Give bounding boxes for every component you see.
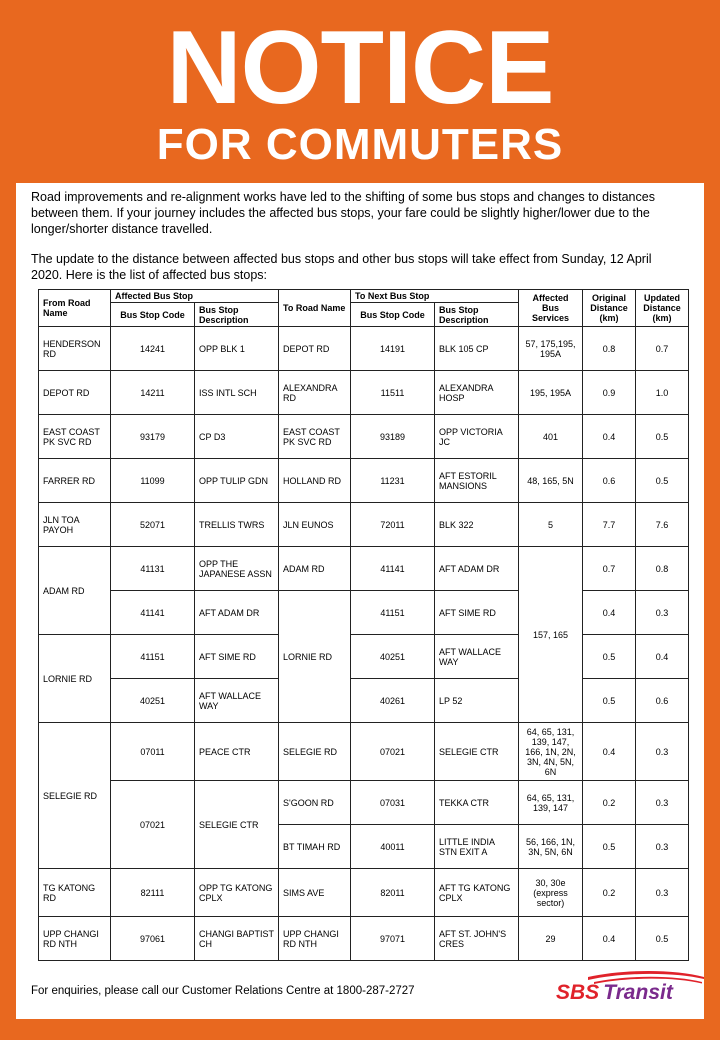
table-row [39, 371, 689, 415]
cell-from-road: LORNIE RD [39, 635, 111, 723]
cell-updated-distance: 0.6 [636, 679, 689, 723]
cell-bus-stop-code: 41141 [111, 591, 195, 635]
cell-original-distance: 0.8 [583, 327, 636, 371]
cell-to-road: SIMS AVE [279, 869, 351, 917]
cell-affected-services: 30, 30e (express sector) [519, 869, 583, 917]
header-original-distance: Original Distance (km) [583, 290, 636, 327]
cell-bus-stop-code: 41151 [111, 635, 195, 679]
cell-affected-services: 57, 175,195, 195A [519, 327, 583, 371]
intro-text [31, 189, 681, 297]
cell-original-distance: 0.6 [583, 459, 636, 503]
header-next-bus-stop-description: Bus Stop Description [435, 303, 519, 327]
cell-to-road: ADAM RD [279, 547, 351, 591]
cell-next-bus-stop-code: 07021 [351, 723, 435, 781]
header-affected-services: Affected Bus Services [519, 290, 583, 327]
header-affected-bus-stop: Affected Bus Stop [111, 290, 279, 303]
cell-next-bus-stop-description: LITTLE INDIA STN EXIT A [435, 825, 519, 869]
cell-next-bus-stop-code: 11511 [351, 371, 435, 415]
cell-next-bus-stop-code: 11231 [351, 459, 435, 503]
cell-from-road: ADAM RD [39, 547, 111, 635]
cell-bus-stop-description: AFT WALLACE WAY [195, 679, 279, 723]
cell-affected-services: 29 [519, 917, 583, 961]
logo-text: SBS Transit [556, 981, 673, 1003]
cell-bus-stop-description: AFT SIME RD [195, 635, 279, 679]
enquiries-footer: For enquiries, please call our Customer Relations Centre at 1800-287-2727 [31, 985, 415, 997]
cell-affected-services: 56, 166, 1N, 3N, 5N, 6N [519, 825, 583, 869]
cell-to-road: HOLLAND RD [279, 459, 351, 503]
cell-original-distance: 0.4 [583, 723, 636, 781]
cell-updated-distance: 0.3 [636, 781, 689, 825]
cell-next-bus-stop-description: AFT ST. JOHN'S CRES [435, 917, 519, 961]
cell-updated-distance: 7.6 [636, 503, 689, 547]
cell-next-bus-stop-code: 40011 [351, 825, 435, 869]
cell-bus-stop-description: OPP TULIP GDN [195, 459, 279, 503]
cell-bus-stop-description: PEACE CTR [195, 723, 279, 781]
cell-bus-stop-description: ISS INTL SCH [195, 371, 279, 415]
intro-paragraph-2: The update to the distance between affected bus stops and other bus stops will take effect from Sunday, 12 April 2020. Here is the list of affected bus stops: [31, 252, 652, 282]
cell-original-distance: 0.4 [583, 917, 636, 961]
cell-next-bus-stop-description: ALEXANDRA HOSP [435, 371, 519, 415]
cell-updated-distance: 0.5 [636, 459, 689, 503]
header-from-road: From Road Name [39, 290, 111, 327]
cell-next-bus-stop-code: 93189 [351, 415, 435, 459]
cell-next-bus-stop-description: AFT ADAM DR [435, 547, 519, 591]
cell-updated-distance: 0.5 [636, 917, 689, 961]
table-row [39, 327, 689, 371]
header-to-next-bus-stop: To Next Bus Stop [351, 290, 519, 303]
cell-affected-services: 5 [519, 503, 583, 547]
cell-next-bus-stop-code: 41151 [351, 591, 435, 635]
cell-next-bus-stop-code: 40261 [351, 679, 435, 723]
header-bus-stop-description: Bus Stop Description [195, 303, 279, 327]
cell-next-bus-stop-description: AFT TG KATONG CPLX [435, 869, 519, 917]
cell-from-road: TG KATONG RD [39, 869, 111, 917]
cell-bus-stop-description: OPP BLK 1 [195, 327, 279, 371]
cell-bus-stop-code: 07011 [111, 723, 195, 781]
cell-next-bus-stop-description: OPP VICTORIA JC [435, 415, 519, 459]
cell-affected-services: 401 [519, 415, 583, 459]
cell-original-distance: 0.4 [583, 591, 636, 635]
cell-to-road: BT TIMAH RD [279, 825, 351, 869]
cell-affected-services: 157, 165 [519, 547, 583, 723]
cell-affected-services: 48, 165, 5N [519, 459, 583, 503]
table-row [39, 781, 689, 825]
cell-next-bus-stop-code: 41141 [351, 547, 435, 591]
cell-updated-distance: 0.3 [636, 869, 689, 917]
header-to-road: To Road Name [279, 290, 351, 327]
cell-next-bus-stop-description: AFT SIME RD [435, 591, 519, 635]
cell-next-bus-stop-description: LP 52 [435, 679, 519, 723]
cell-bus-stop-description: OPP TG KATONG CPLX [195, 869, 279, 917]
cell-original-distance: 0.5 [583, 679, 636, 723]
cell-next-bus-stop-description: BLK 322 [435, 503, 519, 547]
cell-next-bus-stop-description: BLK 105 CP [435, 327, 519, 371]
cell-to-road: JLN EUNOS [279, 503, 351, 547]
affected-bus-stops-table [38, 289, 689, 961]
cell-affected-services: 195, 195A [519, 371, 583, 415]
table-row [39, 723, 689, 781]
cell-affected-services: 64, 65, 131, 139, 147 [519, 781, 583, 825]
cell-to-road: UPP CHANGI RD NTH [279, 917, 351, 961]
cell-updated-distance: 0.3 [636, 825, 689, 869]
cell-to-road: DEPOT RD [279, 327, 351, 371]
cell-next-bus-stop-code: 82011 [351, 869, 435, 917]
table-row [39, 503, 689, 547]
cell-bus-stop-code: 52071 [111, 503, 195, 547]
cell-bus-stop-description: AFT ADAM DR [195, 591, 279, 635]
cell-from-road: HENDERSON RD [39, 327, 111, 371]
cell-next-bus-stop-code: 72011 [351, 503, 435, 547]
cell-next-bus-stop-code: 40251 [351, 635, 435, 679]
cell-to-road: S'GOON RD [279, 781, 351, 825]
cell-bus-stop-code: 14211 [111, 371, 195, 415]
table-row [39, 869, 689, 917]
cell-from-road: UPP CHANGI RD NTH [39, 917, 111, 961]
cell-bus-stop-description: OPP THE JAPANESE ASSN [195, 547, 279, 591]
cell-bus-stop-code: 93179 [111, 415, 195, 459]
intro-paragraph-1: Road improvements and re-alignment works have led to the shifting of some bus stops and changes to distances between them. If your journey includes the affected bus stops, your fare could be slightly higher/lower due to the longer/shorter distance travelled. [31, 190, 655, 236]
cell-updated-distance: 1.0 [636, 371, 689, 415]
cell-bus-stop-code: 11099 [111, 459, 195, 503]
table-row [39, 547, 689, 591]
table-row [39, 679, 689, 723]
cell-affected-services: 64, 65, 131, 139, 147, 166, 1N, 2N, 3N, 4N, 5N, 6N [519, 723, 583, 781]
table-row [39, 591, 689, 635]
cell-updated-distance: 0.3 [636, 723, 689, 781]
cell-original-distance: 0.2 [583, 869, 636, 917]
cell-bus-stop-code: 97061 [111, 917, 195, 961]
cell-next-bus-stop-description: SELEGIE CTR [435, 723, 519, 781]
table-row [39, 635, 689, 679]
cell-bus-stop-description: SELEGIE CTR [195, 781, 279, 869]
notice-panel [16, 183, 704, 1019]
cell-from-road: EAST COAST PK SVC RD [39, 415, 111, 459]
cell-from-road: FARRER RD [39, 459, 111, 503]
table-row [39, 917, 689, 961]
cell-from-road: JLN TOA PAYOH [39, 503, 111, 547]
notice-title: NOTICE [166, 10, 554, 126]
cell-from-road: SELEGIE RD [39, 723, 111, 869]
cell-to-road: LORNIE RD [279, 591, 351, 723]
header-updated-distance: Updated Distance (km) [636, 290, 689, 327]
cell-updated-distance: 0.4 [636, 635, 689, 679]
cell-to-road: SELEGIE RD [279, 723, 351, 781]
cell-bus-stop-code: 40251 [111, 679, 195, 723]
cell-updated-distance: 0.5 [636, 415, 689, 459]
cell-next-bus-stop-code: 97071 [351, 917, 435, 961]
cell-bus-stop-code: 82111 [111, 869, 195, 917]
cell-bus-stop-code: 41131 [111, 547, 195, 591]
cell-original-distance: 0.5 [583, 825, 636, 869]
cell-bus-stop-code: 07021 [111, 781, 195, 869]
sbs-transit-logo [554, 971, 704, 1003]
cell-to-road: EAST COAST PK SVC RD [279, 415, 351, 459]
cell-original-distance: 0.5 [583, 635, 636, 679]
cell-original-distance: 0.2 [583, 781, 636, 825]
cell-to-road: ALEXANDRA RD [279, 371, 351, 415]
cell-original-distance: 7.7 [583, 503, 636, 547]
cell-updated-distance: 0.3 [636, 591, 689, 635]
cell-original-distance: 0.7 [583, 547, 636, 591]
cell-updated-distance: 0.7 [636, 327, 689, 371]
cell-original-distance: 0.4 [583, 415, 636, 459]
cell-original-distance: 0.9 [583, 371, 636, 415]
notice-subtitle: FOR COMMUTERS [156, 120, 564, 169]
cell-bus-stop-description: TRELLIS TWRS [195, 503, 279, 547]
cell-bus-stop-description: CHANGI BAPTIST CH [195, 917, 279, 961]
cell-next-bus-stop-description: TEKKA CTR [435, 781, 519, 825]
cell-next-bus-stop-code: 14191 [351, 327, 435, 371]
cell-bus-stop-description: CP D3 [195, 415, 279, 459]
cell-next-bus-stop-description: AFT WALLACE WAY [435, 635, 519, 679]
table-row [39, 459, 689, 503]
cell-updated-distance: 0.8 [636, 547, 689, 591]
cell-next-bus-stop-code: 07031 [351, 781, 435, 825]
header-next-bus-stop-code: Bus Stop Code [351, 303, 435, 327]
table-row [39, 415, 689, 459]
cell-from-road: DEPOT RD [39, 371, 111, 415]
cell-next-bus-stop-description: AFT ESTORIL MANSIONS [435, 459, 519, 503]
cell-bus-stop-code: 14241 [111, 327, 195, 371]
header-bus-stop-code: Bus Stop Code [111, 303, 195, 327]
